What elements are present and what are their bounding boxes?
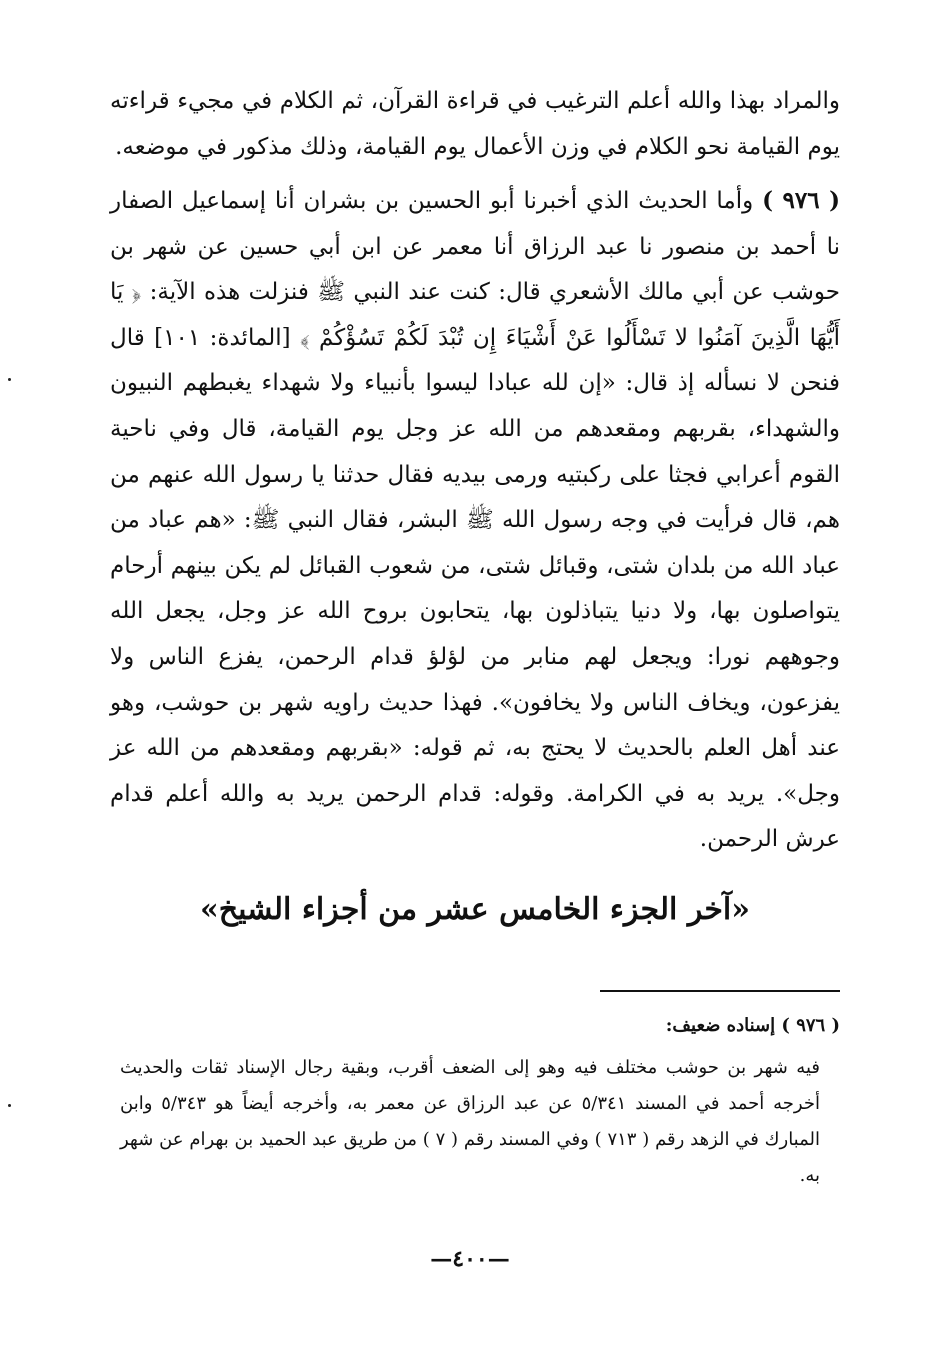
hadith-paragraph: [110, 178, 840, 863]
page-number: —٤٠٠—: [430, 1246, 510, 1272]
footnote-body: فيه شهر بن حوشب مختلف فيه وهو إلى الضعف أقرب، وبقية رجال الإسناد ثقات والحديث أخرجه أحمد في المسند ٥/٣٤١ عن عبد الرزاق عن معمر به، وأخرجه أيضاً هو ٥/٣٤٣ وابن المبارك في الزهد رقم ( ٧١٣ ) وفي المسند رقم ( ٧ ) من طريق عبد الحميد بن بهرام عن شهر به.: [120, 1057, 821, 1186]
scan-speck: [8, 378, 11, 381]
hadith-text: وأما الحديث الذي أخبرنا أبو الحسين بن بشران أنا إسماعيل الصفار نا أحمد بن منصور نا عبد الرزاق أنا معمر عن ابن أبي حسين عن شهر بن حوشب عن أبي مالك الأشعري قال: كنت عند النبي ﷺ فنزلت هذه الآية: ﴿ يَا أَيُّهَا الَّذِينَ آمَنُوا لا تَسْأَلُوا عَنْ أَشْيَاءَ إِن تُبْدَ لَكُمْ تَسُؤْكُمْ ﴾ [المائدة: ١٠١] قال فنحن لا نسأله إذ قال: «إن لله عبادا ليسوا بأنبياء ولا شهداء يغبطهم النبيون والشهداء، بقربهم ومقعدهم من الله عز وجل يوم القيامة، قال وفي ناحية القوم أعرابي فجثا على ركبتيه ورمى بيديه فقال حدثنا يا رسول الله عنهم من هم، قال فرأيت في وجه رسول الله ﷺ البشر، فقال النبي ﷺ: «هم عباد من عباد الله من بلدان شتى، وقبائل شتى، من شعوب القبائل لم يكن بينهم أرحام يتواصلون بها، ولا دنيا يتباذلون بها، يتحابون بروح الله عز وجل، يجعل الله وجوههم نورا: ويجعل لهم منابر من لؤلؤ قدام الرحمن، يفزع الناس ولا يفزعون، ويخاف الناس ولا يخافون». فهذا حديث راويه شهر بن حوشب، وهو عند أهل العلم بالحديث لا يحتج به، ثم قوله: «بقربهم ومقعدهم من الله عز وجل». يريد به في الكرامة. وقوله: قدام الرحمن يريد به والله أعلم قدام عرش الرحمن.: [110, 188, 841, 853]
intro-paragraph: والمراد بهذا والله أعلم الترغيب في قراءة القرآن، ثم الكلام في مجيء قراءته يوم القيامة نحو الكلام في وزن الأعمال يوم القيامة، وذلك مذكور في موضعه.: [110, 88, 840, 160]
hadith-number: ( ٩٧٦ ): [762, 187, 840, 214]
part-closing-title: «آخر الجزء الخامس عشر من أجزاء الشيخ»: [199, 891, 751, 927]
footnote-heading: ( ٩٧٦ ) إسناده ضعيف:: [665, 1015, 840, 1036]
main-text-block: [110, 78, 840, 935]
scan-speck: [8, 1104, 11, 1107]
footnote: [120, 1008, 840, 1194]
footnote-divider: [600, 990, 840, 992]
paragraph-spacer: [110, 170, 840, 178]
